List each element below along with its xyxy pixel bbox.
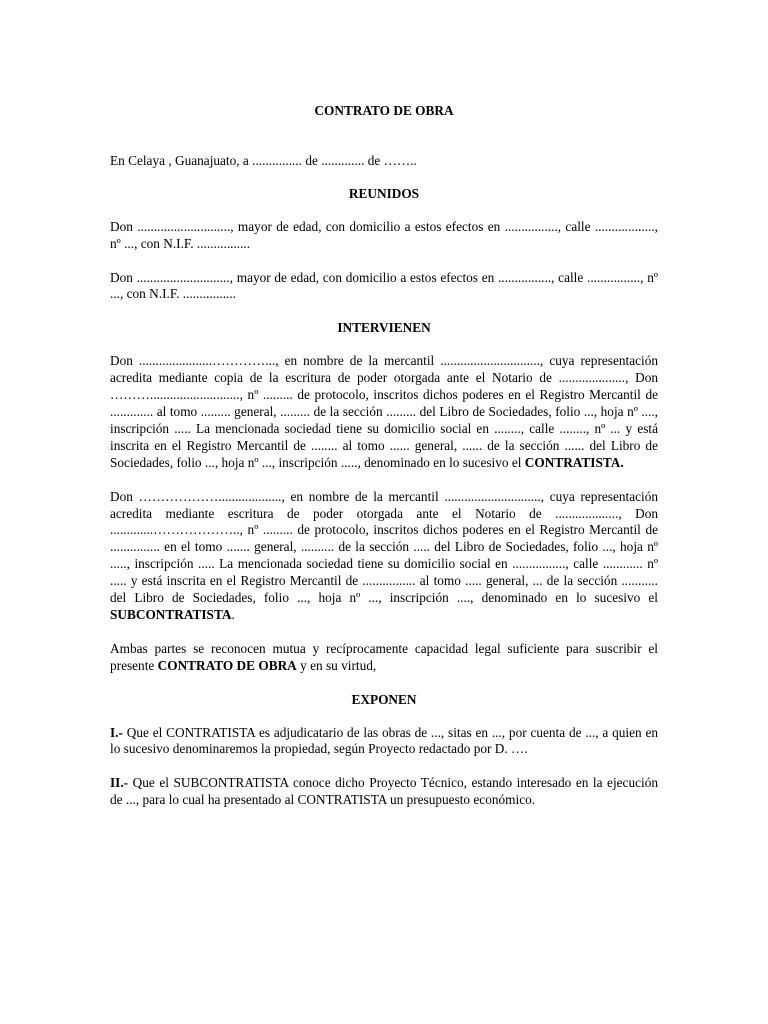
exponen-item-2-label: II.- bbox=[110, 775, 129, 791]
place-date-line: En Celaya , Guanajuato, a ............... de ............. de …….. bbox=[110, 152, 417, 168]
exponen-item-2-text: Que el SUBCONTRATISTA conoce dicho Proyecto Técnico, estando interesado en la ejecución de ..., para lo cual ha presentado al CONTRATISTA un presupuesto económico. bbox=[110, 775, 658, 808]
reunidos-paragraph-1: Don ............................, mayor de edad, con domicilio a estos efectos en ................, calle .................., nº ..., con N.I.F. ................ bbox=[110, 218, 658, 251]
intervienen-paragraph-2 bbox=[110, 489, 658, 624]
intervienen-paragraph-2-end: . bbox=[231, 606, 235, 622]
intervienen-paragraph-2-text: Don ………………..................., en nombre de la mercantil ............................., cuya representación acredita mediante escritura de poder otorgada ante el Notario de ..................., Don .............……………….., nº ......... de protocolo, inscritos dichos poderes en el Registro Mercantil de ............... en el tomo ....... general, .......... de la sección ..... del Libro de Sociedades, folio ..., hoja nº ....., inscripción ..... La mencionada sociedad tiene su domicilio social en ................, calle ............ nº ..... y está inscrita en el Registro Mercantil de ................ al tomo ..... general, ... de la sección ........... del Libro de Sociedades, folio ..., hoja nº ..., inscripción ...., denominado en lo sucesivo el bbox=[110, 488, 658, 606]
ambas-text: Ambas partes se reconocen mutua y recíprocamente capacidad legal suficiente para suscribir el presente bbox=[110, 640, 658, 673]
document-page bbox=[110, 103, 658, 826]
section-heading-reunidos: REUNIDOS bbox=[348, 185, 420, 201]
intervienen-paragraph-1 bbox=[110, 353, 658, 471]
reunidos-paragraph-2: Don ............................, mayor de edad, con domicilio a estos efectos en ................, calle ................, nº ..., con N.I.F. ................ bbox=[110, 269, 658, 302]
subcontratista-label: SUBCONTRATISTA bbox=[110, 606, 232, 622]
contratista-label: CONTRATISTA. bbox=[524, 454, 624, 470]
ambas-paragraph bbox=[110, 641, 658, 675]
exponen-item-2 bbox=[110, 775, 658, 809]
exponen-item-1 bbox=[110, 725, 658, 759]
document-title: CONTRATO DE OBRA bbox=[314, 103, 454, 118]
contrato-de-obra-label: CONTRATO DE OBRA bbox=[157, 657, 297, 673]
exponen-item-1-label: I.- bbox=[110, 724, 123, 740]
section-heading-intervienen: INTERVIENEN bbox=[337, 320, 431, 336]
section-heading-exponen: EXPONEN bbox=[351, 691, 417, 707]
intervienen-paragraph-1-text: Don ......................…………..., en nombre de la mercantil .............................., cuya representación acredita mediante copia de la escritura de poder otorgada ante el Notario de ...................., Don ………..........................., nº ......... de protocolo, inscritos dichos poderes en el Registro Mercantil de ............. al tomo ......... general, ......... de la sección ......... del Libro de Sociedades, folio ..., hoja nº ...., inscripción ..... La mencionada sociedad tiene su domicilio social en ........, calle ........, nº ... y está inscrita en el Registro Mercantil de ........ al tomo ...... general, ...... de la sección ...... del Libro de Sociedades, folio ..., hoja nº ..., inscripción ....., denominado en lo sucesivo el bbox=[110, 353, 658, 470]
exponen-item-1-text: Que el CONTRATISTA es adjudicatario de las obras de ..., sitas en ..., por cuenta de ..., a quien en lo sucesivo denominaremos la propiedad, según Proyecto redactado por D. …. bbox=[110, 724, 658, 757]
ambas-end: y en su virtud, bbox=[296, 657, 377, 673]
